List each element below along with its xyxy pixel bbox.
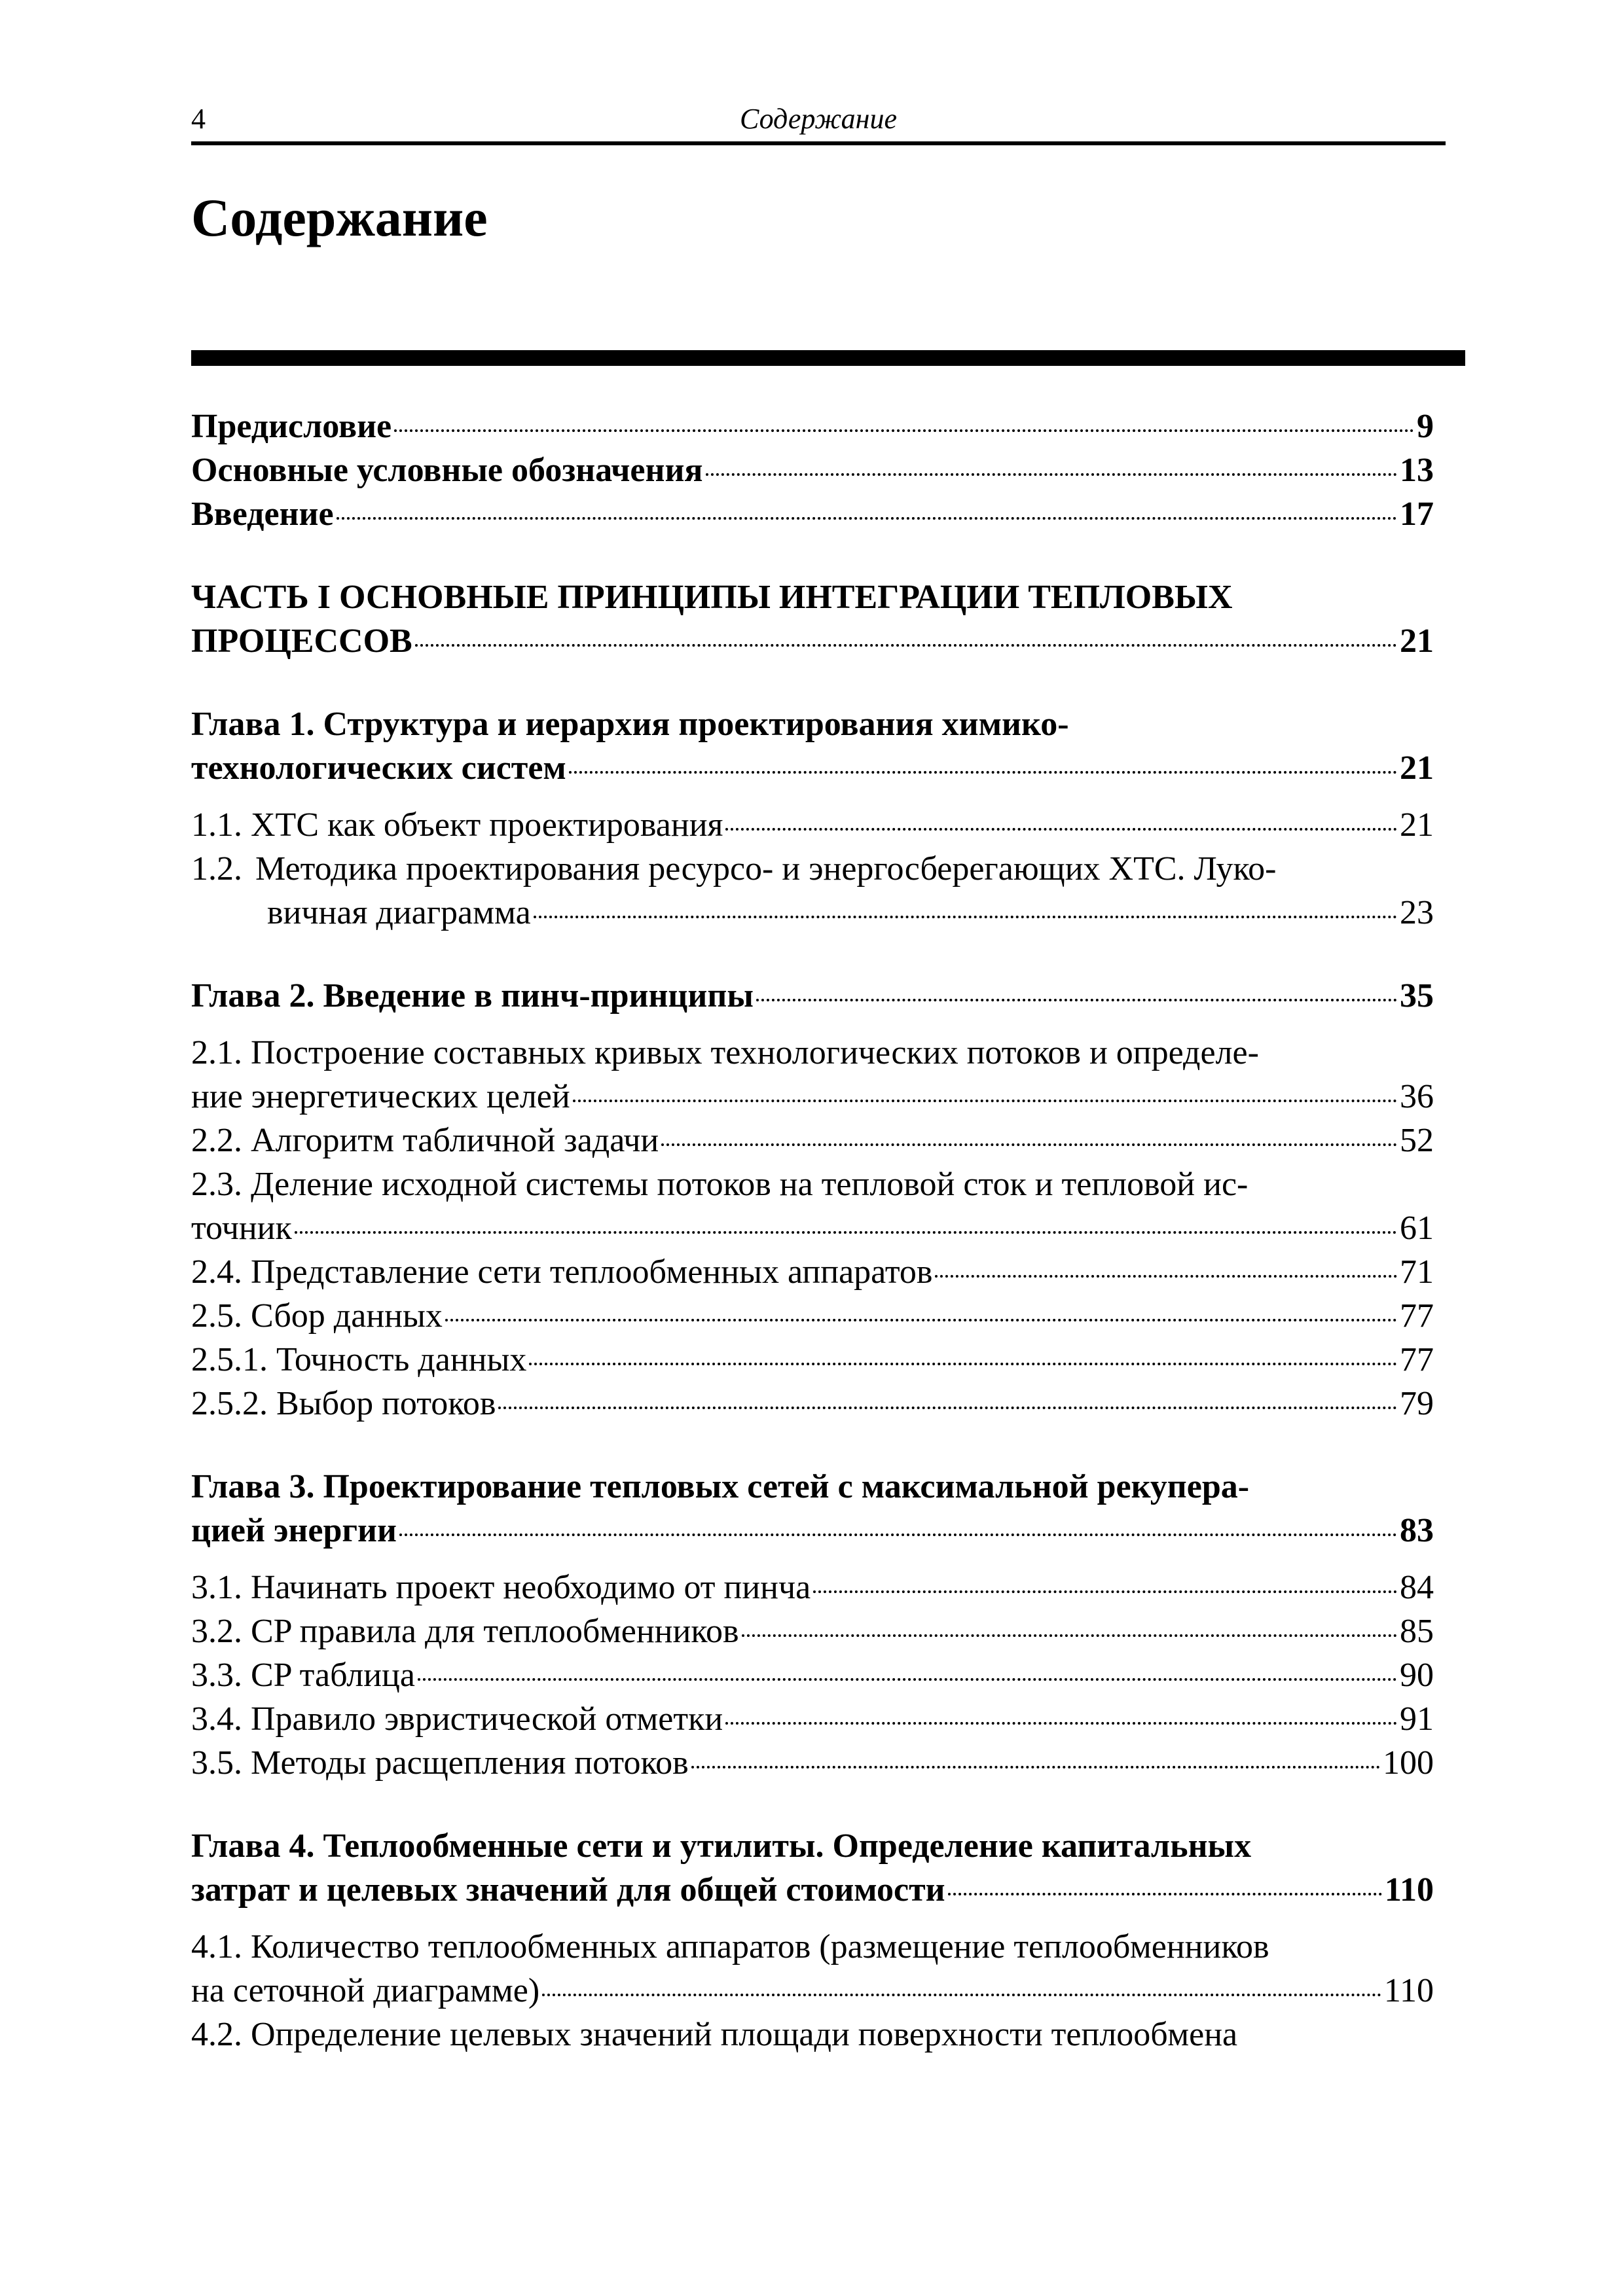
toc-entry-title: 3.5. Методы расщепления потоков (191, 1744, 689, 1782)
dot-leader (337, 517, 1397, 520)
dot-leader (295, 1231, 1397, 1234)
toc-entry-section-2-5-2[interactable] (191, 1382, 1434, 1426)
toc-entry-title: ние энергетических целей (191, 1078, 570, 1115)
page-title: Содержание (191, 188, 488, 247)
toc-entry-title-line: Глава 3. Проектирование тепловых сетей с максимальной рекупера- (191, 1468, 1250, 1505)
toc-entry-section-1-1[interactable] (191, 803, 1434, 847)
toc-entry-section-3-3[interactable] (191, 1653, 1434, 1697)
dot-leader (415, 644, 1397, 647)
toc-page-number: 79 (1400, 1385, 1434, 1422)
toc-entry-title: 3.4. Правило эвристической отметки (191, 1700, 723, 1738)
toc-entry-chapter-2[interactable] (191, 974, 1434, 1018)
toc-page-number: 84 (1400, 1569, 1434, 1606)
toc-entry-title-line: Глава 4. Теплообменные сети и утилиты. Определение капитальных (191, 1827, 1252, 1865)
toc-entry-title: затрат и целевых значений для общей стоимости (191, 1871, 945, 1909)
toc-page-number: 23 (1400, 894, 1434, 931)
table-of-contents (191, 404, 1434, 2056)
dot-leader (725, 1722, 1397, 1725)
toc-entry-title: Глава 2. Введение в пинч-принципы (191, 977, 754, 1014)
dot-leader (756, 999, 1397, 1001)
toc-page-number: 17 (1400, 495, 1434, 533)
toc-entry-section-2-5-1[interactable] (191, 1338, 1434, 1382)
toc-entry-title: 2.5. Сбор данных (191, 1297, 443, 1335)
toc-entry-title: ПРОЦЕССОВ (191, 622, 412, 660)
toc-entry-title: цией энергии (191, 1512, 397, 1549)
toc-entry-title: 2.5.2. Выбор потоков (191, 1385, 496, 1422)
toc-page-number: 35 (1400, 977, 1434, 1014)
dot-leader (445, 1319, 1397, 1321)
toc-page-number: 100 (1383, 1744, 1434, 1782)
toc-entry-title: Введение (191, 495, 334, 533)
toc-entry-title: на сеточной диаграмме) (191, 1972, 540, 2009)
toc-entry-title: 3.1. Начинать проект необходимо от пинча (191, 1569, 811, 1606)
toc-page-number: 71 (1400, 1253, 1434, 1291)
title-divider (191, 350, 1465, 366)
toc-entry-section-3-5[interactable] (191, 1741, 1434, 1785)
dot-leader (725, 828, 1397, 831)
toc-page-number: 83 (1400, 1512, 1434, 1549)
toc-page-number: 77 (1400, 1341, 1434, 1378)
toc-entry-section-2-2[interactable] (191, 1119, 1434, 1162)
toc-entry-section-3-4[interactable] (191, 1697, 1434, 1741)
toc-page-number: 21 (1400, 749, 1434, 787)
toc-entry-notation[interactable] (191, 448, 1434, 492)
dot-leader (399, 1534, 1397, 1536)
toc-page-number: 61 (1400, 1210, 1434, 1247)
dot-leader (661, 1143, 1397, 1146)
toc-entry-title: 2.2. Алгоритм табличной задачи (191, 1122, 659, 1159)
running-header (191, 92, 1446, 145)
toc-entry-title: точник (191, 1210, 292, 1247)
toc-entry-title-line: 2.3. Деление исходной системы потоков на тепловой сток и тепловой ис- (191, 1166, 1249, 1203)
toc-entry-title: 2.5.1. Точность данных (191, 1341, 527, 1378)
dot-leader (935, 1275, 1397, 1278)
toc-entry-title: технологических систем (191, 749, 566, 787)
dot-leader (542, 1994, 1381, 1996)
toc-entry-title: Предисловие (191, 408, 392, 445)
toc-entry-title: Основные условные обозначения (191, 452, 703, 489)
header-rule (191, 141, 1446, 145)
dot-leader (742, 1634, 1398, 1637)
toc-page-number: 110 (1384, 1871, 1434, 1909)
dot-leader (813, 1590, 1397, 1593)
toc-page-number: 36 (1400, 1078, 1434, 1115)
dot-leader (534, 916, 1397, 918)
toc-entry-number: 1.2. (191, 850, 242, 888)
toc-entry-section-2-4[interactable] (191, 1250, 1434, 1294)
toc-page-number: 9 (1417, 408, 1434, 445)
dot-leader (529, 1363, 1397, 1365)
dot-leader (691, 1766, 1380, 1768)
toc-page-number: 90 (1400, 1657, 1434, 1694)
toc-entry-title-line: 4.1. Количество теплообменных аппаратов (размещение теплообменников (191, 1928, 1269, 1965)
toc-entry-section-1-2[interactable] (191, 847, 1434, 935)
toc-page-number: 91 (1400, 1700, 1434, 1738)
toc-page-number: 13 (1400, 452, 1434, 489)
toc-entry-intro[interactable] (191, 492, 1434, 536)
toc-entry-title: 3.3. CP таблица (191, 1657, 415, 1694)
toc-entry-title-line: ЧАСТЬ I ОСНОВНЫЕ ПРИНЦИПЫ ИНТЕГРАЦИИ ТЕПЛОВЫХ (191, 579, 1233, 616)
toc-page-number: 52 (1400, 1122, 1434, 1159)
toc-page-number: 110 (1383, 1972, 1434, 2009)
toc-entry-section-2-3[interactable] (191, 1162, 1434, 1250)
toc-page-number: 77 (1400, 1297, 1434, 1335)
toc-entry-section-4-2[interactable] (191, 2013, 1434, 2056)
dot-leader (418, 1678, 1397, 1681)
dot-leader (706, 473, 1397, 476)
toc-entry-preface[interactable] (191, 404, 1434, 448)
dot-leader (569, 771, 1397, 774)
toc-entry-title-line: 2.1. Построение составных кривых технологических потоков и определе- (191, 1034, 1259, 1071)
toc-page-number: 85 (1400, 1613, 1434, 1650)
toc-entry-chapter-3[interactable] (191, 1465, 1434, 1552)
toc-entry-section-2-5[interactable] (191, 1294, 1434, 1338)
page-number: 4 (191, 103, 206, 135)
running-title: Содержание (739, 103, 897, 135)
toc-entry-title-line: 4.2. Определение целевых значений площади поверхности теплообмена (191, 2016, 1238, 2053)
dot-leader (948, 1893, 1382, 1895)
toc-entry-section-3-2[interactable] (191, 1609, 1434, 1653)
toc-entry-title: 3.2. CP правила для теплообменников (191, 1613, 739, 1650)
toc-entry-section-2-1[interactable] (191, 1031, 1434, 1119)
toc-page-number: 21 (1400, 806, 1434, 844)
toc-entry-title-line: Глава 1. Структура и иерархия проектирования химико- (191, 706, 1069, 743)
toc-entry-title: вичная диаграмма (267, 894, 531, 931)
toc-entry-chapter-1[interactable] (191, 702, 1434, 790)
toc-entry-part-1[interactable] (191, 575, 1434, 663)
dot-leader (394, 429, 1414, 432)
toc-entry-title: 1.1. ХТС как объект проектирования (191, 806, 723, 844)
toc-entry-title-line: Методика проектирования ресурсо- и энергосберегающих ХТС. Луко- (255, 850, 1277, 888)
toc-entry-section-4-1[interactable] (191, 1925, 1434, 2013)
toc-page-number: 21 (1400, 622, 1434, 660)
dot-leader (498, 1407, 1397, 1409)
toc-entry-section-3-1[interactable] (191, 1566, 1434, 1609)
toc-entry-title: 2.4. Представление сети теплообменных аппаратов (191, 1253, 933, 1291)
dot-leader (573, 1100, 1397, 1102)
toc-entry-chapter-4[interactable] (191, 1824, 1434, 1912)
